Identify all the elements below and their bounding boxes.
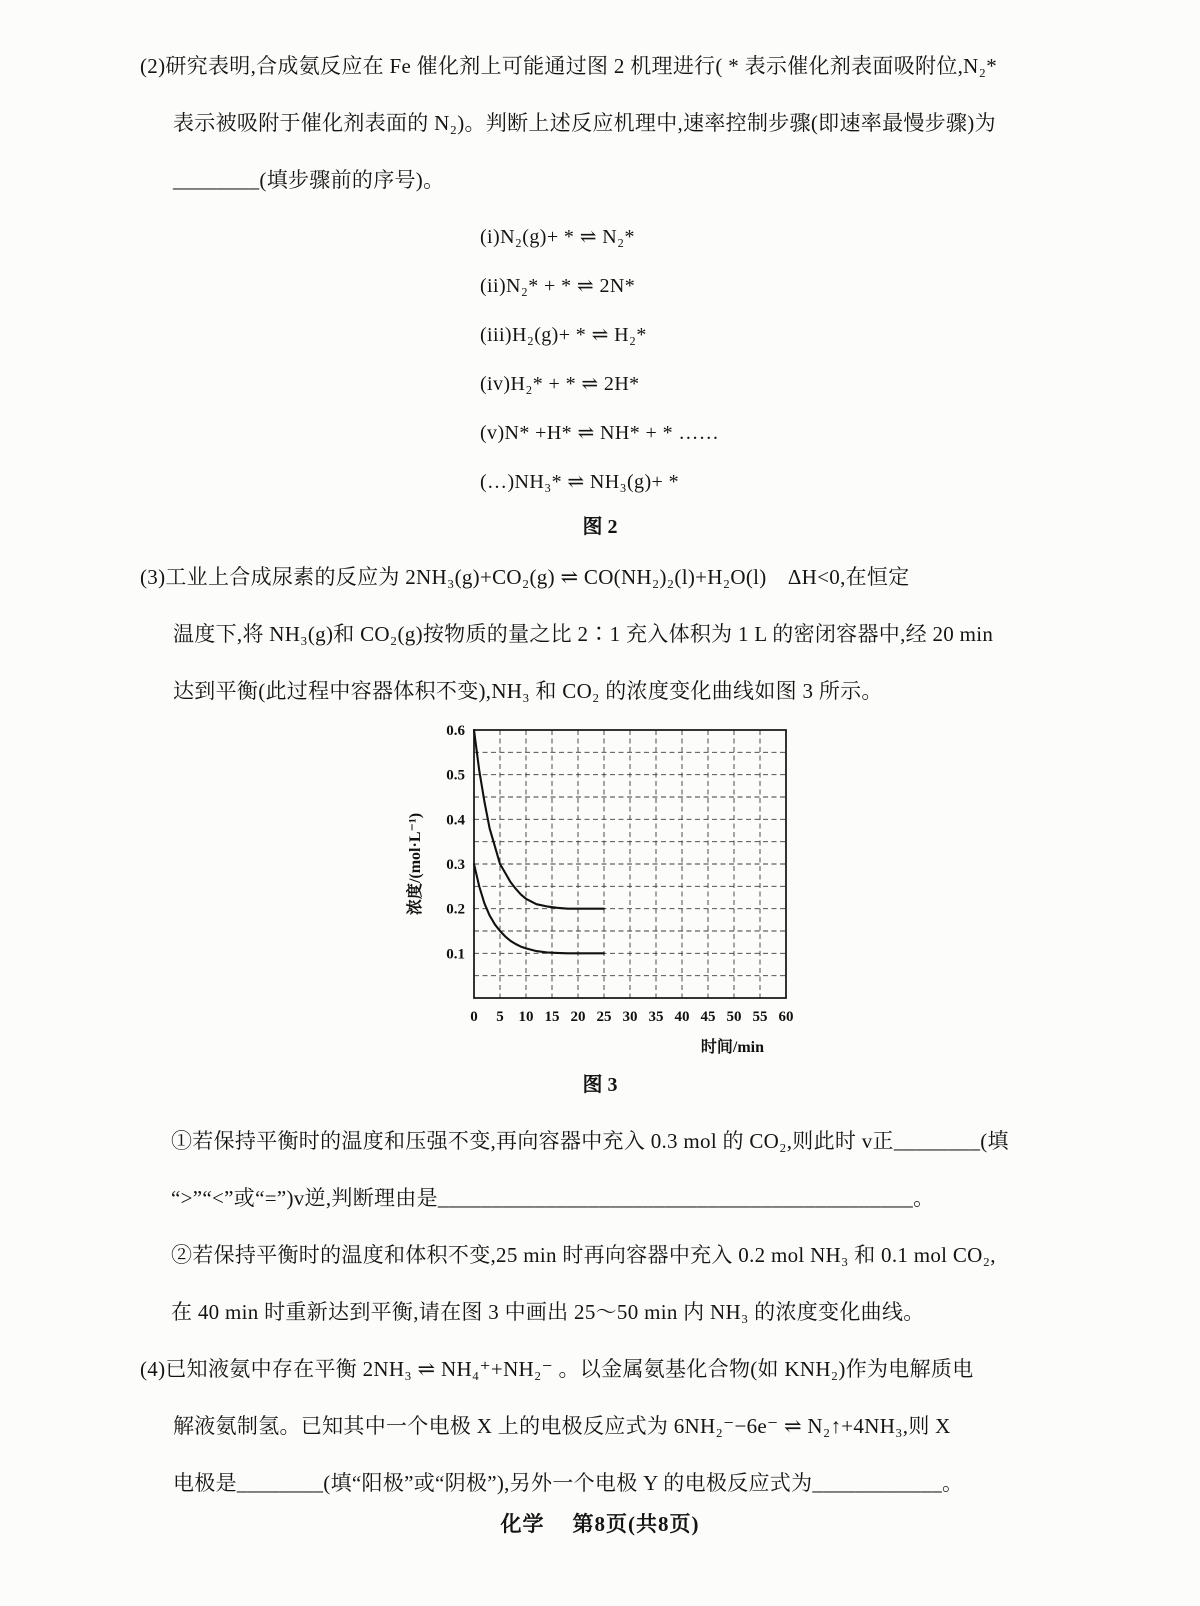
- svg-text:10: 10: [518, 1009, 534, 1025]
- q4-line-3-blank: 电极是________(填“阳极”或“阴极”),另外一个电极 Y 的电极反应式为____________。: [173, 1471, 964, 1495]
- svg-text:0: 0: [470, 1009, 478, 1025]
- footer-page-number: 第8页(共8页): [572, 1512, 700, 1536]
- svg-text:15: 15: [544, 1009, 560, 1025]
- exam-page-content: [140, 38, 1100, 1512]
- question-3-sub1: [140, 1113, 1100, 1227]
- mechanism-step-list: [480, 213, 1100, 507]
- svg-text:45: 45: [700, 1009, 716, 1025]
- q2-line-2: 表示被吸附于催化剂表面的 N₂)。判断上述反应机理中,速率控制步骤(即速率最慢步骤)为: [173, 111, 996, 135]
- mechanism-step-ii: (ii)N₂* + * ⇌ 2N*: [480, 275, 636, 297]
- q4-line-1: (4)已知液氨中存在平衡 2NH₃ ⇌ NH₄⁺+NH₂⁻ 。以金属氨基化合物(如 KNH₂)作为电解质电: [140, 1357, 974, 1381]
- svg-text:0.4: 0.4: [446, 812, 465, 829]
- svg-text:20: 20: [570, 1009, 586, 1025]
- mechanism-step-last: (…)NH₃* ⇌ NH₃(g)+ *: [480, 471, 679, 493]
- svg-text:35: 35: [648, 1009, 664, 1025]
- figure3-chart: [402, 720, 1100, 1065]
- svg-text:时间/min: 时间/min: [700, 1039, 764, 1056]
- svg-text:0.6: 0.6: [446, 723, 465, 739]
- q3-line-2: 温度下,将 NH₃(g)和 CO₂(g)按物质的量之比 2∶1 充入体积为 1 L 的密闭容器中,经 20 min: [173, 622, 994, 646]
- q2-line-1: (2)研究表明,合成氨反应在 Fe 催化剂上可能通过图 2 机理进行( * 表示催化剂表面吸附位,N₂*: [140, 54, 998, 78]
- mechanism-step-iv: (iv)H₂* + * ⇌ 2H*: [480, 373, 640, 395]
- q3-sub2-line-1: ②若保持平衡时的温度和体积不变,25 min 时再向容器中充入 0.2 mol NH₃ 和 0.1 mol CO₂,: [171, 1243, 996, 1267]
- svg-text:60: 60: [778, 1009, 794, 1025]
- q3-line-1: (3)工业上合成尿素的反应为 2NH₃(g)+CO₂(g) ⇌ CO(NH₂)₂(l)+H₂O(l) ΔH<0,在恒定: [140, 565, 910, 589]
- svg-text:0.1: 0.1: [446, 946, 465, 963]
- q3-line-3: 达到平衡(此过程中容器体积不变),NH₃ 和 CO₂ 的浓度变化曲线如图 3 所示。: [173, 679, 883, 703]
- figure3-caption: 图 3: [582, 1074, 618, 1096]
- svg-text:55: 55: [752, 1009, 768, 1025]
- q4-line-2: 解液氨制氢。已知其中一个电极 X 上的电极反应式为 6NH₂⁻−6e⁻ ⇌ N₂↑+4NH₃,则 X: [173, 1414, 951, 1438]
- figure3-chart-svg: [402, 720, 832, 1060]
- page-footer: [0, 1508, 1200, 1538]
- question-2: [140, 38, 1100, 209]
- svg-text:5: 5: [496, 1009, 504, 1025]
- question-3: [140, 549, 1100, 720]
- question-3-sub2: [140, 1227, 1100, 1341]
- svg-text:30: 30: [622, 1009, 638, 1025]
- figure2-caption: 图 2: [582, 516, 618, 538]
- mechanism-step-iii: (iii)H₂(g)+ * ⇌ H₂*: [480, 324, 647, 346]
- svg-text:0.5: 0.5: [446, 767, 465, 784]
- mechanism-step-v: (v)N* +H* ⇌ NH* + * ……: [480, 422, 720, 444]
- q2-line-3-blank: ________(填步骤前的序号)。: [173, 168, 445, 192]
- svg-text:0.3: 0.3: [446, 857, 465, 873]
- q3-sub1-line-1: ①若保持平衡时的温度和压强不变,再向容器中充入 0.3 mol 的 CO₂,则此时 v正________(填: [171, 1129, 1009, 1153]
- q3-sub2-line-2: 在 40 min 时重新达到平衡,请在图 3 中画出 25～50 min 内 NH₃ 的浓度变化曲线。: [171, 1300, 925, 1324]
- mechanism-step-i: (i)N₂(g)+ * ⇌ N₂*: [480, 226, 635, 248]
- svg-text:40: 40: [674, 1009, 690, 1025]
- q3-sub1-line-2-blank: “>”“<”或“=”)v逆,判断理由是____________________________________________。: [171, 1186, 935, 1210]
- svg-text:25: 25: [596, 1009, 612, 1025]
- question-4: [140, 1341, 1100, 1512]
- svg-text:浓度/(mol·L⁻¹): 浓度/(mol·L⁻¹): [407, 812, 424, 916]
- footer-subject: 化学: [500, 1512, 545, 1536]
- svg-text:50: 50: [726, 1009, 742, 1025]
- svg-text:0.2: 0.2: [446, 901, 465, 918]
